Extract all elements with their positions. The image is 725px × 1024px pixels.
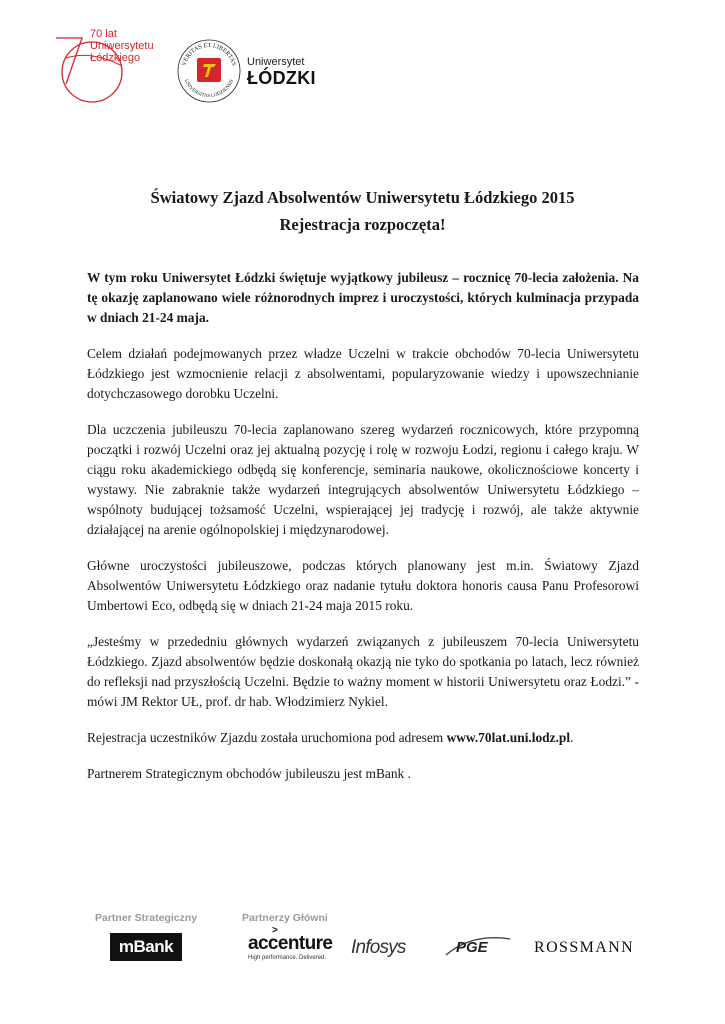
anniversary-logo-text bbox=[90, 28, 154, 64]
pge-text: PGE bbox=[456, 939, 488, 956]
infosys-logo: Infosys bbox=[351, 937, 406, 958]
accenture-logo bbox=[248, 925, 333, 962]
strategic-partner-label: Partner Strategiczny bbox=[95, 912, 198, 924]
anniversary-line-2: Uniwersytetu bbox=[90, 40, 154, 52]
paragraph-events: Dla uczczenia jubileuszu 70-lecia zaplanowano szereg wydarzeń rocznicowych, które przypomną początki i rozwój Uczelni oraz jej aktualną pozycję i rolę w rozwoju Łodzi, regionu i całego kraju. W ciągu roku akademickiego odbędą się konferencje, seminaria naukowe, okolicznościowe koncerty i wystawy. Nie zabraknie także wydarzeń integrujących absolwentów Uniwersytetu Łódzkiego – wspólnoty budującej tożsamość Uczelni, wspierającej jej tradycję i rozwój, ale także aktywnie działającej na arenie ogólnopolskiej i międzynarodowej. bbox=[87, 422, 639, 537]
university-seal bbox=[176, 38, 242, 104]
paragraph-goals: Celem działań podejmowanych przez władze Uczelni w trakcie obchodów 70-lecia Uniwersytetu Łódzkiego jest wzmocnienie relacji z absolwentami, popularyzowanie wiedzy i upowszechnianie dotychczasowego dorobku Uczelni. bbox=[87, 346, 639, 401]
lead-paragraph: W tym roku Uniwersytet Łódzki świętuje wyjątkowy jubileusz – rocznicę 70-lecia założenia. Na tę okazję zaplanowano wiele różnorodnych imprez i uroczystości, których kulminacja przypada w dniach 21-24 maja. bbox=[87, 270, 639, 325]
rossmann-logo: ROSSMANN bbox=[534, 939, 635, 956]
paragraph-ceremonies: Główne uroczystości jubileuszowe, podczas których planowany jest m.in. Światowy Zjazd Absolwentów Uniwersytetu Łódzkiego oraz nadanie tytułu doktora honoris causa Panu Profesorowi Umbertowi Eco, odbędą się w dniach 21-24 maja 2015 roku. bbox=[87, 558, 639, 613]
accenture-caret-icon: > bbox=[272, 925, 278, 936]
article-body bbox=[87, 268, 639, 800]
wordmark-line-2: ŁÓDZKI bbox=[247, 68, 316, 88]
seal-motto-top: VERITAS ET LIBERTAS bbox=[180, 41, 238, 67]
main-partners-label: Partnerzy Główni bbox=[242, 912, 328, 924]
paragraph-strategic-partner: Partnerem Strategicznym obchodów jubileuszu jest mBank . bbox=[87, 766, 411, 781]
page-title bbox=[0, 184, 725, 238]
paragraph-rector-quote: „Jesteśmy w przededniu głównych wydarzeń związanych z jubileuszem 70-lecia Uniwersytetu Łódzkiego. Zjazd absolwentów będzie doskonałą okazją nie tyko do spotkania po latach, lecz również do refleksji nad przyszłością Uczelni. Będzie to ważny moment w historii Uniwersytetu oraz Łodzi.” - mówi JM Rektor UŁ, prof. dr hab. Włodzimierz Nykiel. bbox=[87, 634, 639, 709]
seal-motto-bottom: UNIVERSITAS LODZIENSIS bbox=[182, 78, 236, 100]
registration-link[interactable]: www.70lat.uni.lodz.pl bbox=[446, 730, 571, 745]
accenture-tagline: High performance. Delivered. bbox=[248, 955, 327, 961]
anniversary-line-3: Łódzkiego bbox=[90, 52, 141, 64]
anniversary-70-logo bbox=[52, 28, 162, 108]
wordmark-line-1: Uniwersytet bbox=[247, 56, 305, 68]
paragraph-registration bbox=[87, 728, 639, 748]
registration-text: Rejestracja uczestników Zjazdu została uruchomiona pod adresem bbox=[87, 730, 447, 745]
title-line-1: Światowy Zjazd Absolwentów Uniwersytetu Łódzkiego 2015 bbox=[150, 188, 575, 207]
university-wordmark bbox=[247, 56, 316, 88]
title-line-2: Rejestracja rozpoczęta! bbox=[279, 215, 446, 234]
pge-logo bbox=[442, 933, 514, 961]
registration-suffix: . bbox=[570, 730, 574, 745]
mbank-logo: mBank bbox=[110, 933, 182, 961]
accenture-name: accenture bbox=[248, 933, 333, 954]
anniversary-line-1: 70 lat bbox=[90, 28, 117, 40]
